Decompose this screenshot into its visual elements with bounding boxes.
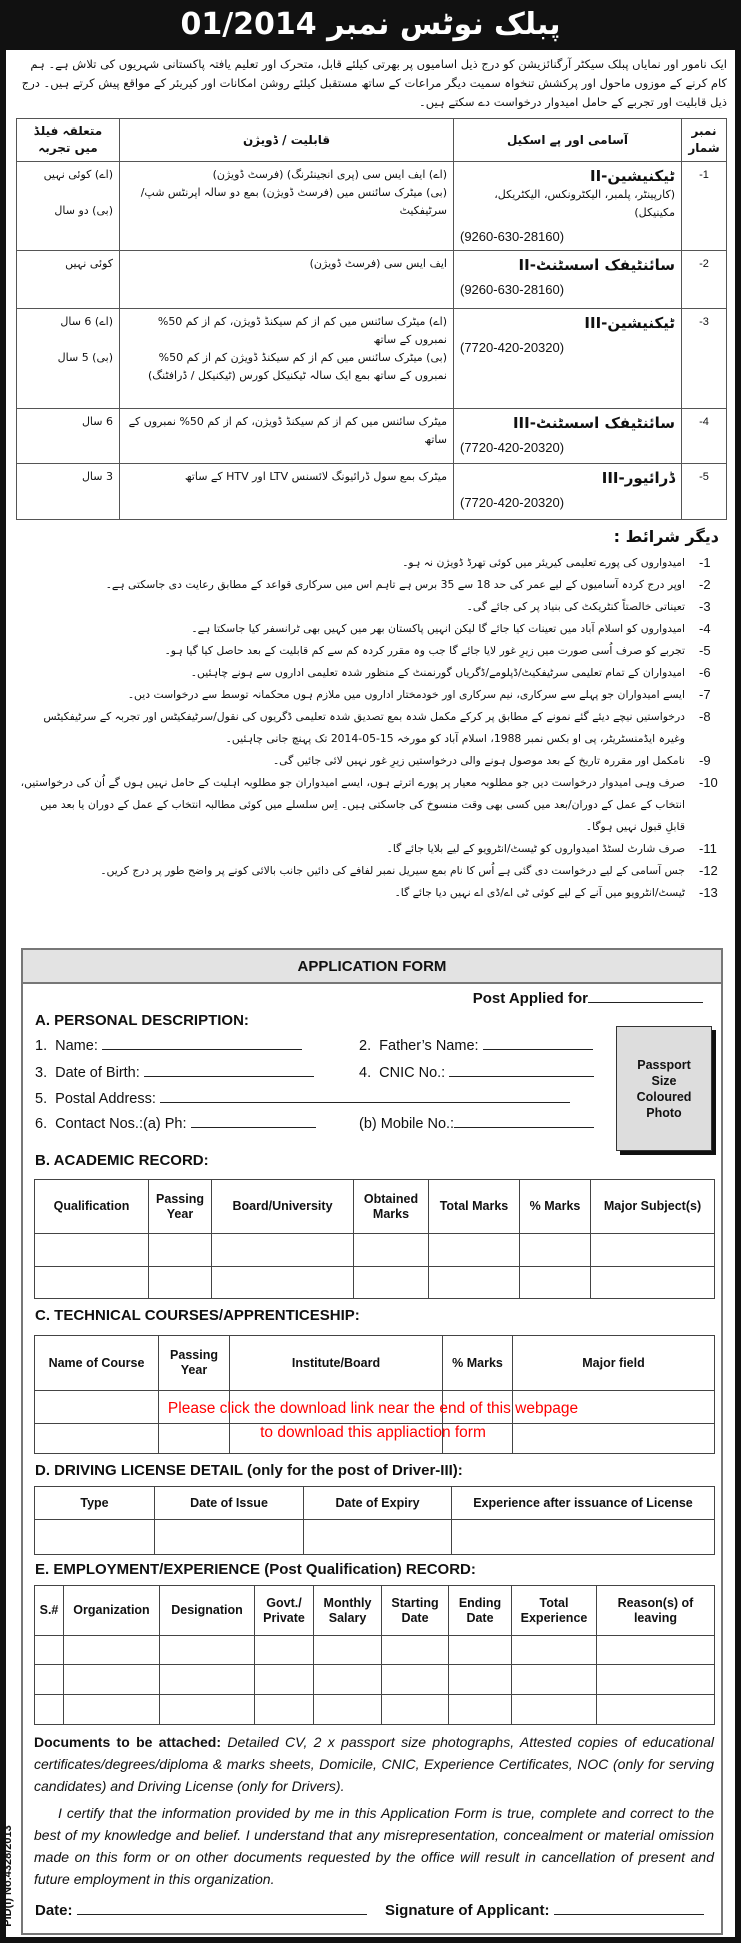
- form-cell[interactable]: [255, 1695, 314, 1725]
- form-cell[interactable]: [429, 1234, 520, 1267]
- condition-item: [19, 772, 719, 838]
- condition-number: -3: [699, 599, 711, 614]
- phone-field[interactable]: [35, 1116, 316, 1132]
- form-cell[interactable]: [35, 1234, 149, 1267]
- form-cell[interactable]: [64, 1636, 160, 1665]
- condition-item: [19, 684, 719, 706]
- qualification-line: میٹرک بمع سول ڈرائیونگ لائسنس LTV اور HTV کے ساتھ: [184, 470, 447, 483]
- condition-item: [19, 860, 719, 882]
- column-header: Type: [35, 1487, 155, 1520]
- condition-text: صرف شارٹ لسٹڈ امیدواروں کو ٹیسٹ/انٹرویو کے لیے بلایا جائے گا۔: [386, 842, 685, 855]
- qualification-line: (اے) ایف ایس سی (پری انجینئرنگ) (فرسٹ ڈویژن): [212, 168, 447, 181]
- column-header: Designation: [160, 1586, 255, 1636]
- job-experience: [17, 464, 120, 520]
- form-cell[interactable]: [597, 1665, 715, 1695]
- condition-number: -13: [699, 885, 718, 900]
- form-cell[interactable]: [35, 1520, 155, 1555]
- job-row: [17, 251, 727, 309]
- form-cell[interactable]: [382, 1636, 449, 1665]
- postal-address-field[interactable]: [35, 1091, 570, 1107]
- experience-line: (بی) 5 سال: [57, 351, 113, 364]
- experience-line: (اے) کوئی نہیں: [43, 168, 113, 181]
- job-experience: [17, 409, 120, 464]
- condition-item: [19, 618, 719, 640]
- experience-line: (بی) دو سال: [54, 204, 113, 217]
- condition-item: [19, 662, 719, 684]
- form-cell[interactable]: [452, 1520, 715, 1555]
- page-title: پبلک نوٹس نمبر 01/2014: [0, 0, 741, 50]
- column-header: Govt./ Private: [255, 1586, 314, 1636]
- form-cell[interactable]: [160, 1636, 255, 1665]
- column-header: Total Experience: [512, 1586, 597, 1636]
- cnic-label: 4. CNIC No.:: [359, 1065, 446, 1081]
- documents-note: [34, 1731, 714, 1797]
- job-row: [17, 409, 727, 464]
- job-qualification: [120, 251, 454, 309]
- dob-field[interactable]: [35, 1065, 314, 1081]
- column-header: Monthly Salary: [314, 1586, 382, 1636]
- condition-number: -7: [699, 687, 711, 702]
- form-cell[interactable]: [160, 1665, 255, 1695]
- job-post: [454, 251, 682, 309]
- pid-number: PID(I) No.4328/2013: [2, 1825, 14, 1927]
- download-notice: Please click the download link near the end of this webpage: [167, 1400, 579, 1417]
- documents-label: Documents to be attached:: [34, 1734, 222, 1750]
- pay-scale: (7720-420-20320): [460, 340, 565, 355]
- form-cell[interactable]: [382, 1695, 449, 1725]
- condition-item: [19, 552, 719, 574]
- condition-number: -10: [699, 775, 718, 790]
- academic-table: [34, 1179, 715, 1299]
- experience-line: 3 سال: [81, 470, 113, 483]
- form-cell[interactable]: [314, 1665, 382, 1695]
- condition-item: [19, 596, 719, 618]
- form-cell[interactable]: [449, 1665, 512, 1695]
- condition-text: درخواستیں نیچے دیئے گئے نمونے کے مطابق پر کرکے مکمل شدہ بمع تصدیق شدہ تعلیمی ڈگریوں کی نقول/سرٹیفکیٹس اور تجربہ کے سرٹیفکیٹس وغیرہ ایڈمنسٹریٹر، پی او بکس نمبر 1988، اسلام آباد کو مورخہ 15-05-2014 تک پہنچ جانی چاہئیں۔: [43, 710, 685, 745]
- job-experience: [17, 309, 120, 409]
- column-header: Reason(s) of leaving: [597, 1586, 715, 1636]
- form-cell[interactable]: [35, 1267, 149, 1299]
- form-cell[interactable]: [512, 1665, 597, 1695]
- qualification-line: ایف ایس سی (فرسٹ ڈویژن): [309, 257, 447, 270]
- job-qualification: [120, 162, 454, 251]
- condition-text: تعیناتی خالصتاً کنٹریکٹ کی بنیاد پر کی جائے گی۔: [466, 600, 685, 613]
- post-trades: (کارپینٹر، پلمبر، الیکٹرونکس، الیکٹریکل، مکینیکل): [494, 188, 675, 219]
- form-cell[interactable]: [35, 1636, 64, 1665]
- mobile-field[interactable]: [359, 1116, 594, 1132]
- form-cell[interactable]: [35, 1695, 64, 1725]
- condition-text: صرف وہی امیدوار درخواست دیں جو مطلوبہ معیار پر پورے اترتے ہوں، ایسے امیدواران جو مطلوبہ اہلیت کے حامل نہیں ہوں گے اُن کی درخواستیں، انتخاب کے عمل کے دوران/بعد میں کسی بھی وقت منسوخ کی جاسکتی ہیں۔ اِس سلسلے میں کوئی مطالبہ انتخاب کے عمل کے دوران یا بعد میں قابلِ قبول نہیں ہوگا۔: [20, 776, 685, 833]
- column-header: Major field: [513, 1336, 715, 1391]
- experience-line: کوئی نہیں: [65, 257, 113, 270]
- condition-text: ٹیسٹ/انٹرویو میں آنے کے لیے کوئی ٹی اے/ڈی اے نہیں دیا جائے گا۔: [394, 886, 685, 899]
- col-exp: متعلقہ فیلڈ میں تجربہ: [17, 119, 120, 162]
- form-cell[interactable]: [449, 1695, 512, 1725]
- job-qualification: [120, 409, 454, 464]
- form-cell[interactable]: [255, 1665, 314, 1695]
- condition-text: تجربے کو صرف اُسی صورت میں زیرِ غور لایا جائے گا جب وہ مقرر کردہ کم سے کم قابلیت کے بعد حاصل کیا گیا ہو۔: [164, 644, 685, 657]
- column-header: Starting Date: [382, 1586, 449, 1636]
- form-row: [35, 1234, 715, 1267]
- post-name: ٹیکنیشین-II: [589, 167, 675, 185]
- date-label: Date:: [35, 1902, 73, 1919]
- form-cell[interactable]: [597, 1636, 715, 1665]
- postal-address-label: 5. Postal Address:: [35, 1091, 156, 1107]
- form-cell[interactable]: [449, 1636, 512, 1665]
- col-post: آسامی اور پے اسکیل: [454, 119, 682, 162]
- form-cell[interactable]: [149, 1234, 212, 1267]
- condition-item: [19, 706, 719, 750]
- job-qualification: [120, 464, 454, 520]
- column-header: Obtained Marks: [354, 1180, 429, 1234]
- column-header: Major Subject(s): [591, 1180, 715, 1234]
- job-post: [454, 162, 682, 251]
- job-experience: [17, 251, 120, 309]
- form-cell[interactable]: [64, 1695, 160, 1725]
- form-cell[interactable]: [304, 1520, 452, 1555]
- name-label: 1. Name:: [35, 1038, 98, 1054]
- condition-number: -9: [699, 753, 711, 768]
- condition-text: نامکمل اور مقررہ تاریخ کے بعد موصول ہونے والی درخواستیں زیرِ غور نہیں لائی جائیں گی۔: [272, 754, 685, 767]
- pay-scale: (7720-420-20320): [460, 495, 565, 510]
- column-header: Passing Year: [159, 1336, 230, 1391]
- condition-text: اوپر درج کردہ آسامیوں کے لیے عمر کی حد 18 سے 35 برس ہے تاہم اس میں سرکاری قواعد کے مطابق رعایت دی جاسکتی ہے۔: [105, 578, 685, 591]
- job-experience: [17, 162, 120, 251]
- job-row: [17, 464, 727, 520]
- post-applied-label: Post Applied for: [472, 990, 588, 1007]
- signature-label: Signature of Applicant:: [385, 1902, 550, 1919]
- pay-scale: (9260-630-28160): [460, 229, 565, 244]
- mobile-label: (b) Mobile No.:: [359, 1116, 455, 1132]
- form-row: [35, 1665, 715, 1695]
- conditions-list: [19, 552, 719, 904]
- job-qualification: [120, 309, 454, 409]
- photo-label: Photo: [646, 1106, 682, 1120]
- column-header: Date of Issue: [155, 1487, 304, 1520]
- job-number: -1: [682, 162, 727, 251]
- job-number: -2: [682, 251, 727, 309]
- condition-number: -8: [699, 709, 711, 724]
- condition-number: -5: [699, 643, 711, 658]
- form-cell[interactable]: [512, 1636, 597, 1665]
- download-notice: to download this appliaction form: [260, 1424, 486, 1441]
- condition-number: -6: [699, 665, 711, 680]
- section-e-heading: E. EMPLOYMENT/EXPERIENCE (Post Qualification) RECORD:: [35, 1561, 476, 1578]
- condition-number: -4: [699, 621, 711, 636]
- post-name: سائنٹیفک اسسٹنٹ-III: [512, 414, 675, 432]
- form-cell[interactable]: [155, 1520, 304, 1555]
- condition-item: [19, 640, 719, 662]
- post-name: سائنٹیفک اسسٹنٹ-II: [518, 256, 675, 274]
- form-row: [35, 1636, 715, 1665]
- condition-text: امیدواروں کو اسلام آباد میں تعینات کیا جائے گا لیکن انہیں پاکستان بھر میں کہیں بھی ٹرانسفر کیا جاسکتا ہے۔: [191, 622, 685, 635]
- cnic-field[interactable]: [359, 1065, 594, 1081]
- pay-scale: (7720-420-20320): [460, 440, 565, 455]
- qualification-line: (بی) میٹرک سائنس میں کم از کم سیکنڈ ڈویژن کم از کم 50% نمبروں کے ساتھ بمع ایک سالہ ٹیکنیکل کورس (ٹیکنیکل / ڈرافٹنگ): [148, 351, 447, 382]
- form-cell[interactable]: [382, 1665, 449, 1695]
- experience-line: 6 سال: [81, 415, 113, 428]
- qualification-line: میٹرک سائنس میں کم از کم سیکنڈ ڈویژن، کم از کم 50% نمبروں کے ساتھ: [128, 415, 447, 446]
- signature-field[interactable]: [385, 1902, 704, 1919]
- certification-text: I certify that the information provided by me in this Application Form is true, complete and correct to the best of my knowledge and belief. I understand that any misrepresentation, concealment or material omission made on this form or on other documents requested by the office will result in cancellation of present and future employment in this organization.: [34, 1805, 714, 1887]
- dob-label: 3. Date of Birth:: [35, 1065, 140, 1081]
- condition-number: -2: [699, 577, 711, 592]
- post-applied-field[interactable]: [473, 990, 703, 1007]
- passport-photo-box: [616, 1026, 712, 1151]
- form-cell[interactable]: [429, 1267, 520, 1299]
- column-header: Total Marks: [429, 1180, 520, 1234]
- condition-item: [19, 574, 719, 596]
- intro-text: ایک نامور اور نمایاں پبلک سیکٹر آرگنائزیشن کو درج ذیل اسامیوں پر بھرتی کیلئے قابل، متحرک اور تعلیم یافتہ پاکستانی شہریوں کی تلاش ہے۔ ہم کام کرنے کے موزوں ماحول اور پرکشش تنخواہ سمیت دیگر مراعات کے ساتھ مستقبل کیلئے روشن امکانات اور کیریئر کے مواقع پیش کرتے ہیں۔ درج ذیل قابلیت اور تجربے کے حامل امیدوار درخواست دے سکتے ہیں۔: [21, 57, 727, 109]
- section-b-heading: B. ACADEMIC RECORD:: [35, 1152, 209, 1169]
- condition-number: -11: [699, 841, 717, 856]
- job-row: [17, 162, 727, 251]
- job-post: [454, 464, 682, 520]
- condition-number: -12: [699, 863, 718, 878]
- job-number: -5: [682, 464, 727, 520]
- column-header: Qualification: [35, 1180, 149, 1234]
- col-qual: قابلیت / ڈویژن: [120, 119, 454, 162]
- post-name: ڈرائیور-III: [601, 469, 675, 487]
- form-cell[interactable]: [35, 1665, 64, 1695]
- form-cell[interactable]: [520, 1267, 591, 1299]
- column-header: Experience after issuance of License: [452, 1487, 715, 1520]
- form-row: [35, 1695, 715, 1725]
- job-row: [17, 309, 727, 409]
- form-cell[interactable]: [212, 1267, 354, 1299]
- job-post: [454, 309, 682, 409]
- form-cell[interactable]: [64, 1665, 160, 1695]
- column-header: S.#: [35, 1586, 64, 1636]
- column-header: Institute/Board: [230, 1336, 443, 1391]
- form-cell[interactable]: [354, 1267, 429, 1299]
- condition-item: [19, 838, 719, 860]
- application-form: [21, 948, 723, 1935]
- form-row: [35, 1267, 715, 1299]
- condition-item: [19, 750, 719, 772]
- phone-label: 6. Contact Nos.:(a) Ph:: [35, 1116, 187, 1132]
- form-cell[interactable]: [354, 1234, 429, 1267]
- col-no: نمبر شمار: [682, 119, 727, 162]
- condition-text: امیدواران کے تمام تعلیمی سرٹیفکیٹ/ڈپلومے/ڈگریاں گورنمنٹ کے منظور شدہ تعلیمی اداروں سے ہونے چاہئیں۔: [190, 666, 685, 679]
- condition-text: جس آسامی کے لیے درخواست دی گئی ہے اُس کا نام بمع سیریل نمبر لفافے کی دائیں جانب بالائی کونے پر واضح طور پر درج کریں۔: [100, 864, 685, 877]
- qualification-line: (اے) میٹرک سائنس میں کم از کم سیکنڈ ڈویژن، کم از کم 50% نمبروں کے ساتھ: [157, 315, 447, 346]
- job-post: [454, 409, 682, 464]
- form-cell[interactable]: [591, 1234, 715, 1267]
- column-header: Board/University: [212, 1180, 354, 1234]
- name-field[interactable]: [35, 1038, 302, 1054]
- form-cell[interactable]: [212, 1234, 354, 1267]
- form-cell[interactable]: [520, 1234, 591, 1267]
- form-title: APPLICATION FORM: [23, 950, 721, 984]
- photo-label: Size: [651, 1074, 677, 1088]
- section-c-heading: C. TECHNICAL COURSES/APPRENTICESHIP:: [35, 1307, 360, 1324]
- father-name-label: 2. Father’s Name:: [359, 1038, 479, 1054]
- experience-line: (اے) 6 سال: [60, 315, 113, 328]
- job-number: -4: [682, 409, 727, 464]
- column-header: % Marks: [443, 1336, 513, 1391]
- form-cell[interactable]: [255, 1636, 314, 1665]
- job-number: -3: [682, 309, 727, 409]
- column-header: Name of Course: [35, 1336, 159, 1391]
- section-d-heading: D. DRIVING LICENSE DETAIL (only for the post of Driver-III):: [35, 1462, 463, 1479]
- post-name: ٹیکنیشین-III: [584, 314, 675, 332]
- condition-number: -1: [699, 555, 711, 570]
- form-cell[interactable]: [314, 1695, 382, 1725]
- form-cell[interactable]: [597, 1695, 715, 1725]
- form-row: [35, 1520, 715, 1555]
- conditions-title: دیگر شرائط :: [613, 527, 719, 546]
- column-header: % Marks: [520, 1180, 591, 1234]
- condition-text: امیدواروں کی پورے تعلیمی کیریئر میں کوئی تھرڈ ڈویژن نہ ہو۔: [402, 556, 685, 569]
- form-cell[interactable]: [314, 1636, 382, 1665]
- notice-section: [0, 0, 741, 904]
- jobs-table: [16, 118, 727, 520]
- license-table: [34, 1486, 715, 1555]
- condition-text: ایسے امیدواران جو پہلے سے سرکاری، نیم سرکاری اور خودمختار اداروں میں ملازم ہوں محکمانہ توسط سے درخواست دیں۔: [127, 688, 685, 701]
- column-header: Date of Expiry: [304, 1487, 452, 1520]
- date-field[interactable]: [35, 1902, 367, 1919]
- father-name-field[interactable]: [359, 1038, 593, 1054]
- condition-item: [19, 882, 719, 904]
- form-cell[interactable]: [160, 1695, 255, 1725]
- column-header: Passing Year: [149, 1180, 212, 1234]
- form-cell[interactable]: [149, 1267, 212, 1299]
- column-header: Ending Date: [449, 1586, 512, 1636]
- form-cell[interactable]: [512, 1695, 597, 1725]
- qualification-line: (بی) میٹرک سائنس میں (فرسٹ ڈویژن) بمع دو سالہ اپرنٹس شپ/سرٹیفکیٹ: [140, 186, 447, 217]
- pay-scale: (9260-630-28160): [460, 282, 565, 297]
- column-header: Organization: [64, 1586, 160, 1636]
- photo-label: Passport: [637, 1058, 691, 1072]
- documents-text: Detailed CV, 2 x passport size photographs, Attested copies of educational certificates/degrees/diploma & marks sheets, Domicile, CNIC, Experience Certificates, NOC (only for serving candidates) and Driving License (only for Drivers).: [34, 1734, 714, 1794]
- employment-table: [34, 1585, 715, 1725]
- photo-label: Coloured: [636, 1090, 692, 1104]
- section-a-heading: A. PERSONAL DESCRIPTION:: [35, 1012, 249, 1029]
- form-cell[interactable]: [591, 1267, 715, 1299]
